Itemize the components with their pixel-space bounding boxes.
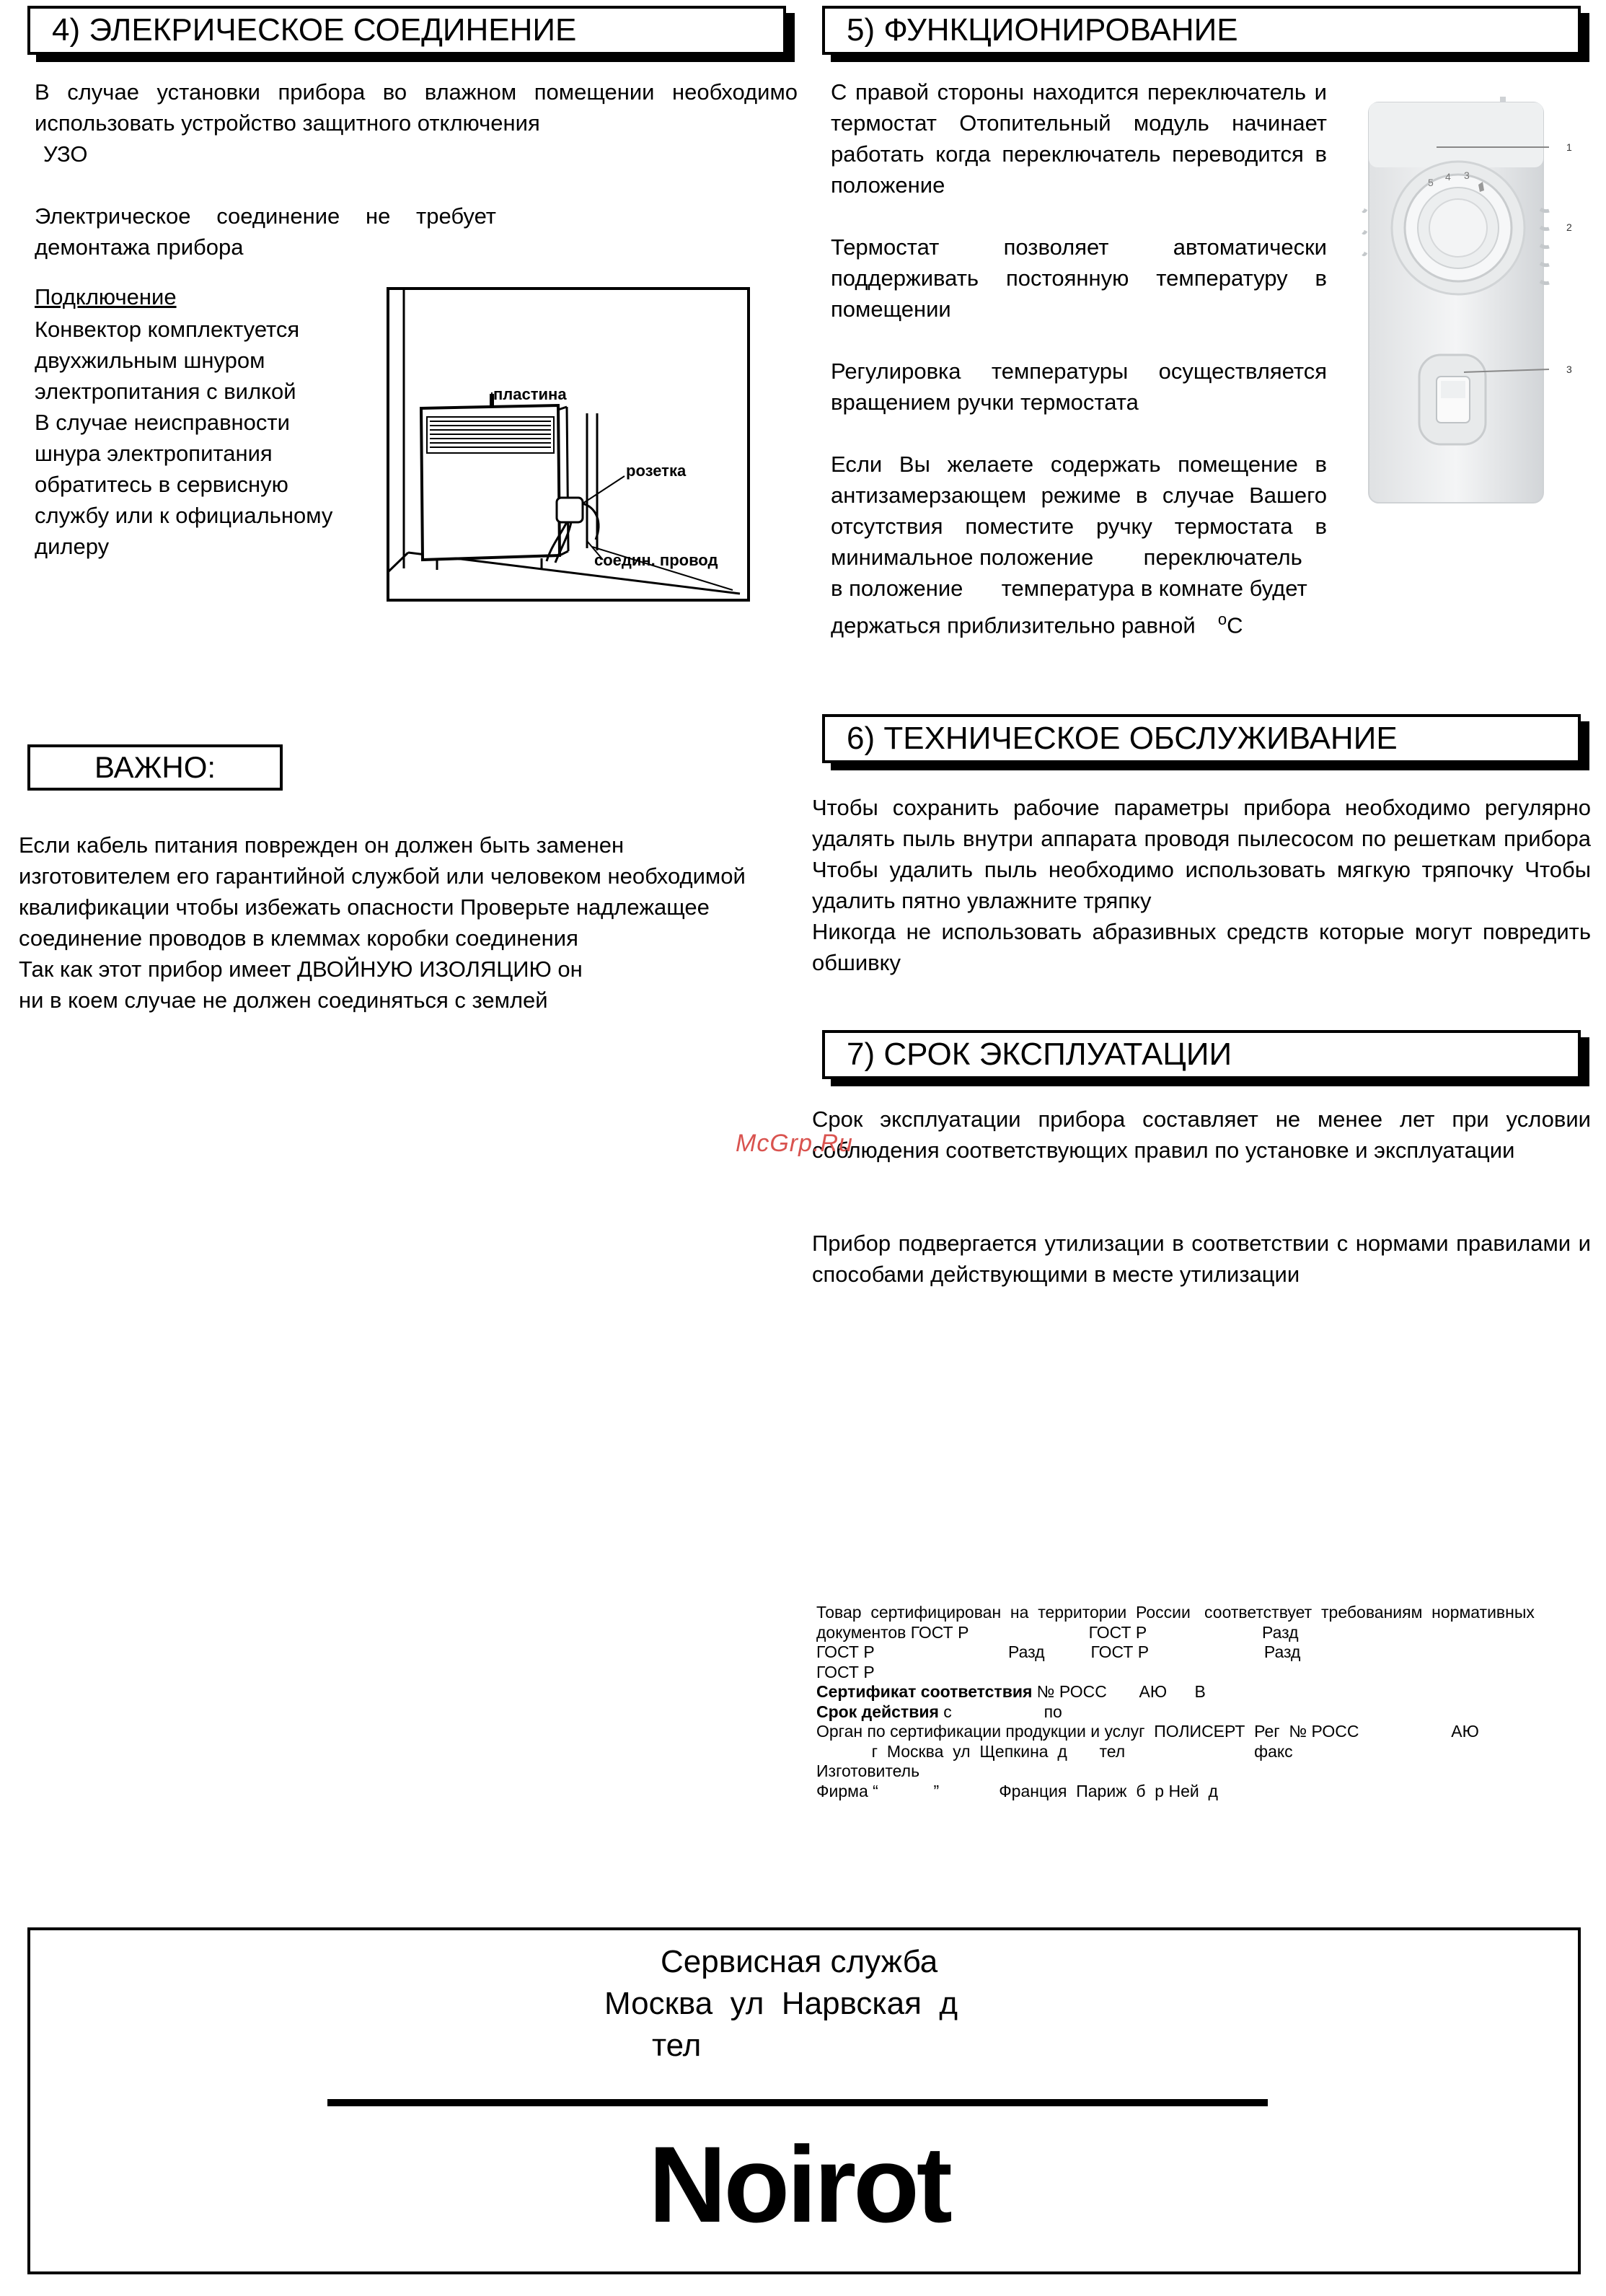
cert-label: Сертификат соответствия	[816, 1682, 1033, 1701]
connection-title: Подключение	[35, 284, 177, 309]
section5-p4-temp: температура в комнате будет	[1001, 576, 1307, 601]
cert-line: ГОСТ Р	[816, 1662, 875, 1681]
callout-2: 2	[1566, 221, 1572, 233]
section5-heading	[822, 6, 1581, 55]
section7-p2: Прибор подвергается утилизации в соответствии с нормами правилами и способами действующими в месте утилизации	[812, 1231, 1591, 1287]
important-line: Если кабель питания поврежден он должен быть заменен	[19, 832, 625, 858]
noirot-logo: Noirot	[648, 2124, 950, 2245]
section7-heading	[822, 1030, 1581, 1079]
section7-heading-text: 7) СРОК ЭКСПЛУАТАЦИИ	[847, 1037, 1232, 1072]
section5-p4-line	[831, 573, 1327, 604]
service-line-2: Москва ул Нарвская д	[604, 1986, 958, 2021]
connection-line: дилеру	[35, 534, 110, 559]
section5-p4-position: в положение	[831, 576, 963, 601]
section5-heading-text: 5) ФУНКЦИОНИРОВАНИЕ	[847, 12, 1238, 48]
section6-heading-text: 6) ТЕХНИЧЕСКОЕ ОБСЛУЖИВАНИЕ	[847, 721, 1398, 756]
section5-p3: Регулировка температуры осуществляется вращением ручки термостата	[831, 359, 1327, 415]
service-divider	[327, 2099, 1268, 2106]
diagram-plate-label: пластина	[493, 385, 567, 403]
connection-line: электропитания с вилкой	[35, 379, 296, 404]
important-line: ни в коем случае не должен соединяться с землей	[19, 988, 548, 1013]
validity-label: Срок действия	[816, 1702, 939, 1721]
dial-mark: 3	[1464, 170, 1470, 181]
cert-org-line: г Москва ул Щепкина д тел факс	[816, 1741, 1293, 1761]
dial-mark: 4	[1445, 171, 1451, 182]
section4-p2: Электрическое соединение не требует демонтажа прибора	[35, 203, 496, 260]
connection-line: В случае неисправности	[35, 410, 290, 435]
cert-validity-row	[816, 1702, 1588, 1723]
section4-heading	[27, 6, 786, 55]
connection-line: обратитесь в сервисную	[35, 472, 288, 497]
connection-line: шнура электропитания	[35, 441, 273, 466]
validity-value: с по	[938, 1702, 1062, 1721]
diagram-socket-label: розетка	[626, 462, 687, 480]
connection-line: Конвектор комплектуется	[35, 317, 300, 342]
section6-heading	[822, 714, 1581, 763]
power-switch	[1419, 355, 1486, 444]
section5-p4-main: Если Вы желаете содержать помещение в антизамерзающем режиме в случае Вашего отсутствия поместите ручку термостата в минимальное положение	[831, 452, 1327, 570]
section5-p4-final	[831, 604, 1327, 641]
cert-org-line: Орган по сертификации продукции и услуг ПОЛИСЕРТ Рег № РОСС АЮ	[816, 1722, 1479, 1741]
section7-p1: Срок эксплуатации прибора составляет не менее лет при условии соблюдения соответствующих правил по установке и эксплуатации	[812, 1107, 1591, 1163]
dial-mark: 5	[1428, 177, 1434, 188]
convector-illustration	[421, 394, 568, 570]
section6-text	[812, 792, 1591, 978]
section4-heading-text: 4) ЭЛЕКРИЧЕСКОЕ СОЕДИНЕНИЕ	[52, 12, 577, 48]
cert-org-line: Фирма “ ” Франция Париж б р Ней д	[816, 1781, 1218, 1800]
section5-p4	[831, 449, 1327, 573]
section5-p2: Термостат позволяет автоматически поддерживать постоянную температуру в помещении	[831, 234, 1327, 322]
section4-p1b: УЗО	[43, 141, 88, 167]
service-line-1: Сервисная служба	[661, 1944, 938, 1979]
installation-diagram	[387, 287, 751, 603]
service-line-3: тел	[652, 2028, 702, 2063]
important-line: квалификации чтобы избежать опасности Проверьте надлежащее	[19, 894, 710, 920]
connection-line: службу или к официальному	[35, 503, 333, 528]
control-panel-illustration	[1356, 87, 1587, 519]
cert-value: № РОСС АЮ В	[1032, 1682, 1206, 1701]
degree-mark: o	[1217, 610, 1227, 628]
cert-line: документов ГОСТ Р ГОСТ Р Разд	[816, 1622, 1299, 1642]
section5-text	[831, 76, 1327, 641]
diagram-wire-label: соедин. провод	[594, 551, 718, 569]
section6-p2: Никогда не использовать абразивных средств которые могут повредить обшивку	[812, 919, 1591, 975]
socket-illustration	[557, 498, 583, 522]
connection-line: двухжильным шнуром	[35, 348, 265, 373]
section6-p1: Чтобы сохранить рабочие параметры прибора необходимо регулярно удалять пыль внутри аппарата проводя пылесосом по решеткам прибора Чтобы удалить пыль необходимо использовать мягкую тряпочку Чтобы удалить пятно увлажните тряпку	[812, 795, 1591, 913]
callout-3: 3	[1566, 364, 1572, 375]
section7-text	[812, 1104, 1591, 1290]
important-line: соединение проводов в клеммах коробки соединения	[19, 925, 578, 951]
section4-intro	[35, 76, 798, 263]
section4-p1: В случае установки прибора во влажном помещении необходимо использовать устройство защитного отключения	[35, 79, 798, 136]
cert-certificate-row	[816, 1682, 1588, 1702]
celsius-unit: C	[1227, 612, 1243, 638]
important-line: Так как этот прибор имеет ДВОЙНУЮ ИЗОЛЯЦИЮ он	[19, 956, 583, 982]
certificate-block	[816, 1603, 1588, 1801]
watermark: McGrp.Ru	[736, 1130, 853, 1157]
section5-p4-approx: держаться приблизительно равной	[831, 612, 1196, 638]
callout-1: 1	[1566, 141, 1572, 153]
thermostat-dial	[1392, 162, 1525, 294]
important-heading-text: ВАЖНО:	[94, 750, 216, 784]
section5-p4-switch: переключатель	[1143, 545, 1302, 570]
connection-block	[35, 281, 374, 562]
cert-line: ГОСТ Р Разд ГОСТ Р Разд	[816, 1642, 1301, 1661]
section5-p1: С правой стороны находится переключатель и термостат Отопительный модуль начинает работать когда переключатель переводится в положение	[831, 79, 1327, 198]
cert-org-line: Изготовитель	[816, 1761, 920, 1780]
cert-line: Товар сертифицирован на территории России соответствует требованиям нормативных	[816, 1603, 1535, 1622]
important-line: изготовителем его гарантийной службой или человеком необходимой	[19, 863, 746, 889]
important-heading	[27, 744, 283, 791]
important-text	[19, 830, 798, 1016]
